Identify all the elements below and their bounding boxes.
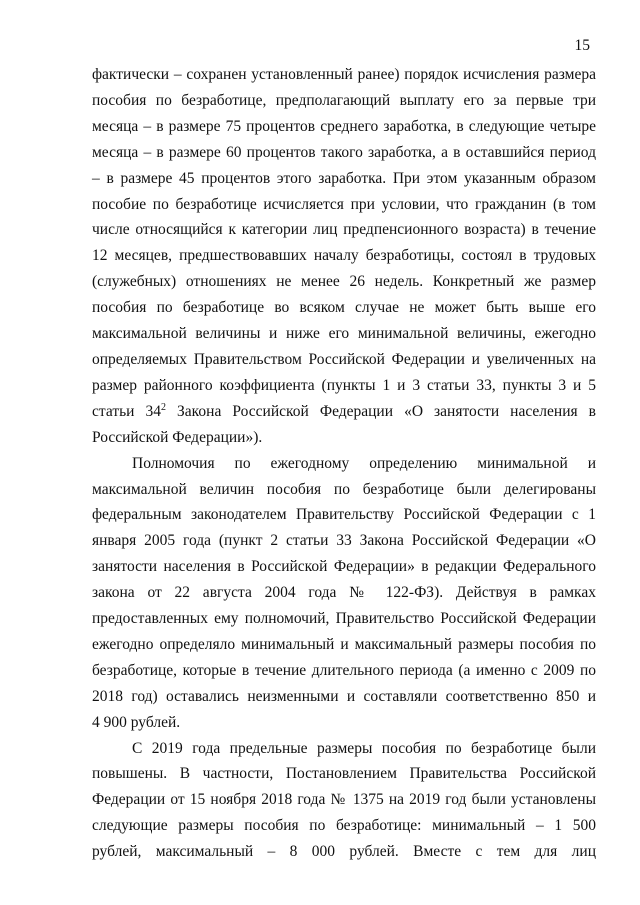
text-line: 4 900 рублей. [92,713,181,731]
text-line: ежегодно определяло минимальный и максимальный размеры пособия по [92,635,596,653]
text-fragment: Закона Российской Федерации «О занятости населения в [166,402,596,420]
text-line: определяемых Правительством Российской Федерации и увеличенных на [92,350,596,368]
paragraph-1 [92,62,596,451]
text-line: повышены. В частности, Постановлением Правительства Российской [92,765,596,783]
text-line: 12 месяцев, предшествовавших началу безработицы, состоял в трудовых [92,247,596,265]
text-line: федеральным законодателем Правительству Российской Федерации с 1 [92,506,596,524]
text-line: С 2019 года предельные размеры пособия по безработице были [132,739,596,757]
text-fragment: статьи 34 [92,402,161,420]
text-line: следующие размеры пособия по безработице: минимальный – 1 500 [92,817,596,835]
text-line: максимальной величин пособия по безработице были делегированы [92,480,596,498]
page-number: 15 [574,37,590,54]
text-line [92,399,596,425]
text-line: месяца – в размере 75 процентов среднего заработка, в следующие четыре [92,117,596,135]
text-line: января 2005 года (пункт 2 статьи 33 Закона Российской Федерации «О [92,532,596,550]
text-line: рублей, максимальный – 8 000 рублей. Вместе с тем для лиц [92,843,596,861]
text-line: числе относящийся к категории лиц предпенсионного возраста) в течение [92,221,596,239]
superscript: 2 [161,401,166,413]
text-line: размер районного коэффициента (пункты 1 и 3 статьи 33, пункты 3 и 5 [92,376,596,394]
document-body [92,62,596,865]
text-line: (служебных) отношениях не менее 26 недель. Конкретный же размер [92,273,596,291]
text-line: максимальной величины и ниже его минимальной величины, ежегодно [92,325,596,343]
text-line: пособия по безработице, предполагающий выплату его за первые три [92,91,596,109]
text-line: пособие по безработице исчисляется при условии, что гражданин (в том [92,195,596,213]
paragraph-3 [92,736,596,866]
text-line: фактически – сохранен установленный ранее) порядок исчисления размера [92,66,596,83]
text-line: Российской Федерации»). [92,428,263,446]
text-line: 2018 год) оставались неизменными и составляли соответственно 850 и [92,687,596,705]
text-line: закона от 22 августа 2004 года № 122-ФЗ). Действуя в рамках [92,584,596,602]
text-line: Федерации от 15 ноября 2018 года № 1375 на 2019 год были установлены [92,791,596,809]
text-line: предоставленных ему полномочий, Правительство Российской Федерации [92,610,596,628]
text-line: безработице, которые в течение длительного периода (а именно с 2009 по [92,661,596,679]
text-line: месяца – в размере 60 процентов такого заработка, а в оставшийся период [92,143,596,161]
text-line: – в размере 45 процентов этого заработка. При этом указанным образом [92,169,596,187]
text-line: занятости населения в Российской Федерации» в редакции Федерального [92,558,596,576]
text-line: пособия по безработице во всяком случае не может быть выше его [92,299,596,317]
text-line: Полномочия по ежегодному определению минимальной и [132,454,596,472]
paragraph-2 [92,451,596,736]
